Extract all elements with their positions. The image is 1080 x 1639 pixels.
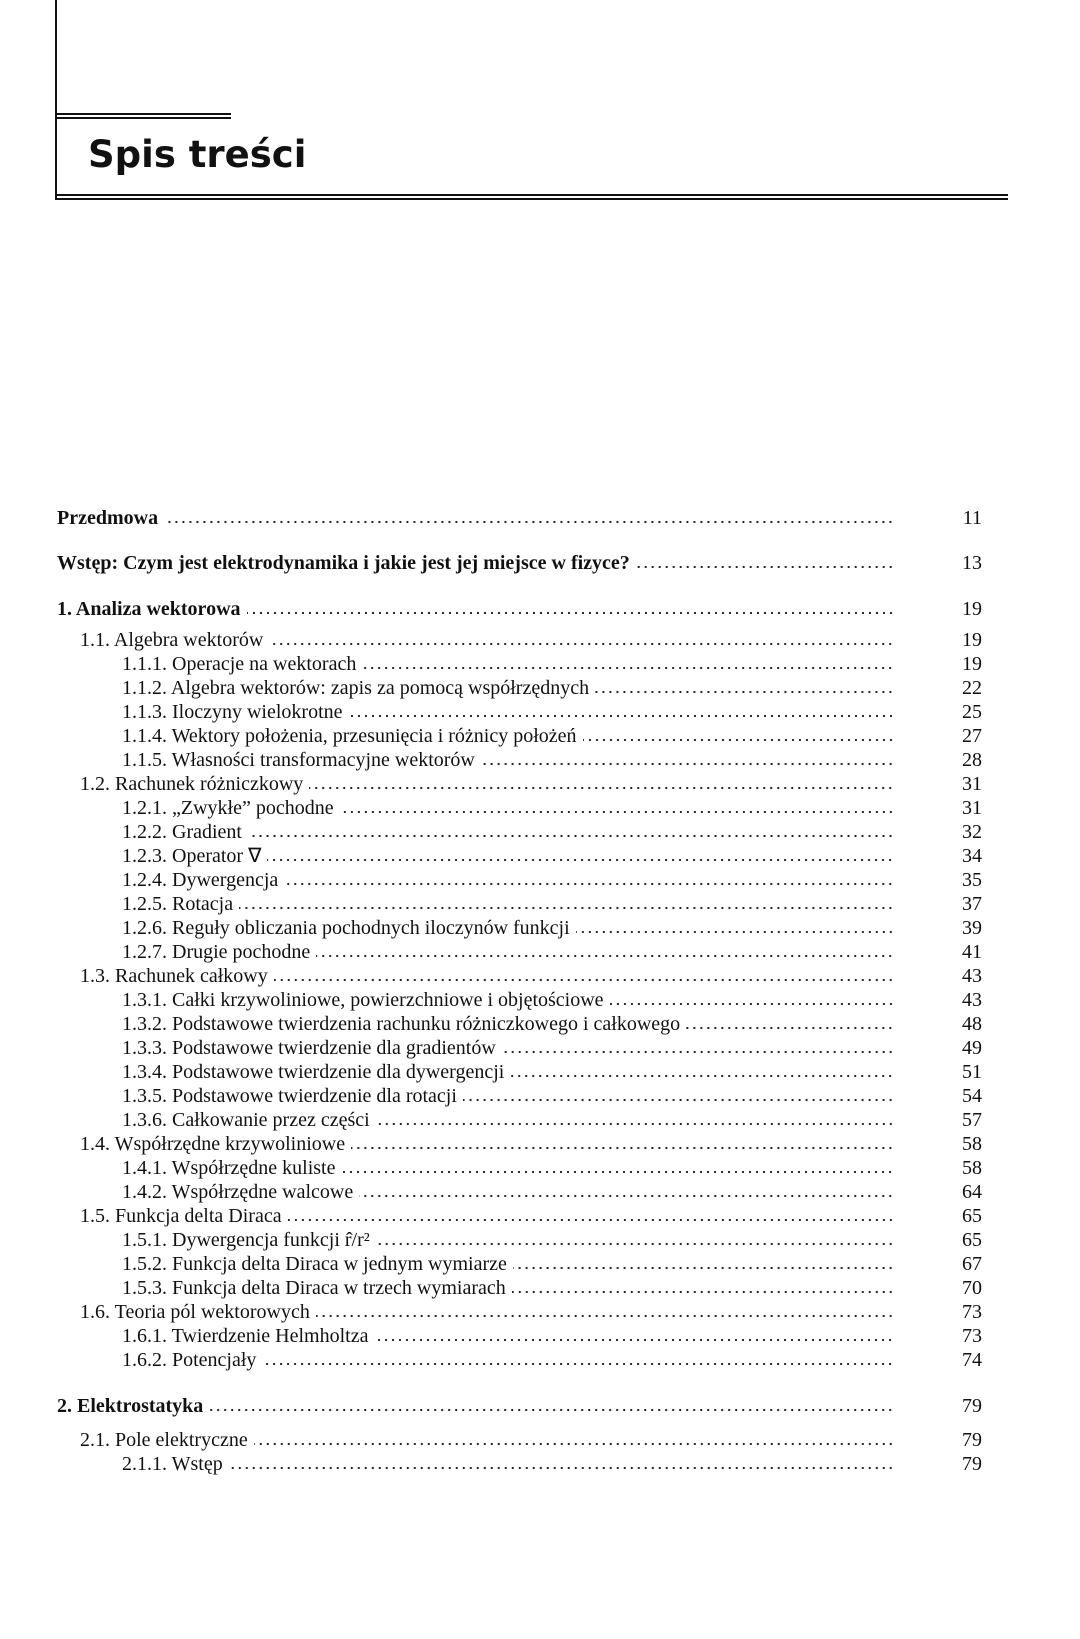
- toc-entry-title: 1.4.1. Współrzędne kuliste: [122, 1157, 336, 1179]
- toc-entry-title: 1.2.4. Dywergencja: [122, 869, 279, 891]
- toc-leader-dots: [481, 761, 894, 767]
- toc-leader-dots: [254, 1441, 894, 1447]
- toc-entry[interactable]: [0, 748, 1080, 772]
- toc-entry-page-number: 37: [962, 893, 982, 915]
- toc-entry-page-number: 79: [962, 1395, 982, 1417]
- toc-entry[interactable]: [0, 551, 1080, 575]
- toc-leader-dots: [341, 1169, 894, 1175]
- toc-entry-page-number: 32: [962, 821, 982, 843]
- toc-entry-title: 1.1.4. Wektory położenia, przesunięcia i różnicy położeń: [122, 725, 577, 747]
- toc-entry[interactable]: [0, 868, 1080, 892]
- toc-entry-page-number: 65: [962, 1205, 982, 1227]
- toc-leader-dots: [262, 1361, 894, 1367]
- toc-leader-dots: [269, 641, 894, 647]
- toc-entry-title: 2. Elektrostatyka: [57, 1395, 204, 1417]
- toc-entry-page-number: 58: [962, 1157, 982, 1179]
- toc-entry-title: 1.1.3. Iloczyny wielokrotne: [122, 701, 343, 723]
- toc-entry[interactable]: [0, 652, 1080, 676]
- toc-entry-title: 1.3. Rachunek całkowy: [80, 965, 268, 987]
- toc-entry-title: 1.3.3. Podstawowe twierdzenie dla gradientów: [122, 1037, 496, 1059]
- toc-entry-page-number: 74: [962, 1349, 982, 1371]
- toc-entry-title: 1.3.1. Całki krzywoliniowe, powierzchniowe i objętościowe: [122, 989, 604, 1011]
- toc-entry-page-number: 58: [962, 1133, 982, 1155]
- toc-entry-page-number: 19: [962, 598, 982, 620]
- toc-entry-page-number: 54: [962, 1085, 982, 1107]
- toc-leader-dots: [376, 1241, 894, 1247]
- toc-leader-dots: [239, 905, 894, 911]
- toc-entry[interactable]: [0, 796, 1080, 820]
- toc-entry-page-number: 31: [962, 773, 982, 795]
- toc-entry-title: 1.5.1. Dywergencja funkcji r̂/r²: [122, 1229, 370, 1251]
- toc-leader-dots: [610, 1001, 894, 1007]
- toc-entry[interactable]: [0, 1348, 1080, 1372]
- toc-entry-page-number: 51: [962, 1061, 982, 1083]
- toc-leader-dots: [316, 1313, 894, 1319]
- toc-leader-dots: [284, 881, 894, 887]
- toc-entry-title: 1.1. Algebra wektorów: [80, 629, 264, 651]
- toc-entry-page-number: 19: [962, 653, 982, 675]
- toc-entry[interactable]: [0, 916, 1080, 940]
- toc-leader-dots: [316, 953, 894, 959]
- toc-entry-title: Przedmowa: [57, 507, 159, 529]
- toc-entry-page-number: 35: [962, 869, 982, 891]
- toc-entry[interactable]: [0, 1108, 1080, 1132]
- toc-entry-title: 1.4.2. Współrzędne walcowe: [122, 1181, 354, 1203]
- toc-entry[interactable]: [0, 1276, 1080, 1300]
- toc-entry[interactable]: [0, 1394, 1080, 1418]
- toc-entry-title: Wstęp: Czym jest elektrodynamika i jakie jest jej miejsce w fizyce?: [57, 552, 630, 574]
- toc-entry-title: 2.1. Pole elektryczne: [80, 1429, 248, 1451]
- toc-entry[interactable]: [0, 1180, 1080, 1204]
- toc-entry[interactable]: [0, 1300, 1080, 1324]
- toc-leader-dots: [351, 1145, 894, 1151]
- toc-entry-title: 2.1.1. Wstęp: [122, 1453, 223, 1475]
- toc-leader-dots: [309, 785, 894, 791]
- toc-entry-title: 1.6.1. Twierdzenie Helmholtza: [122, 1325, 369, 1347]
- toc-entry-page-number: 43: [962, 989, 982, 1011]
- toc-entry-page-number: 79: [962, 1453, 982, 1475]
- toc-entry[interactable]: [0, 597, 1080, 621]
- toc-entry[interactable]: [0, 1452, 1080, 1476]
- toc-leader-dots: [513, 1265, 894, 1271]
- toc-entry-page-number: 31: [962, 797, 982, 819]
- toc-entry-page-number: 49: [962, 1037, 982, 1059]
- toc-leader-dots: [248, 833, 894, 839]
- toc-entry-title: 1.2.6. Reguły obliczania pochodnych iloczynów funkcji: [122, 917, 570, 939]
- toc-entry-title: 1.6.2. Potencjały: [122, 1349, 257, 1371]
- toc-leader-dots: [512, 1289, 894, 1295]
- toc-leader-dots: [636, 564, 894, 570]
- toc-entry-title: 1.5.3. Funkcja delta Diraca w trzech wymiarach: [122, 1277, 506, 1299]
- toc-entry-page-number: 64: [962, 1181, 982, 1203]
- toc-entry-title: 1.3.5. Podstawowe twierdzenie dla rotacji: [122, 1085, 457, 1107]
- toc-leader-dots: [463, 1097, 894, 1103]
- toc-entry-title: 1.2.1. „Zwykłe” pochodne: [122, 797, 334, 819]
- toc-leader-dots: [288, 1217, 894, 1223]
- toc-entry[interactable]: [0, 964, 1080, 988]
- toc-leader-dots: [510, 1073, 894, 1079]
- toc-entry-title: 1.2.2. Gradient: [122, 821, 242, 843]
- toc-entry-page-number: 41: [962, 941, 982, 963]
- toc-entry-title: 1.3.6. Całkowanie przez części: [122, 1109, 370, 1131]
- toc-leader-dots: [267, 857, 894, 863]
- toc-entry-page-number: 13: [962, 552, 982, 574]
- toc-entry-page-number: 22: [962, 677, 982, 699]
- toc-entry[interactable]: [0, 628, 1080, 652]
- toc-entry-page-number: 79: [962, 1429, 982, 1451]
- toc-leader-dots: [576, 929, 894, 935]
- toc-leader-dots: [164, 519, 894, 525]
- toc-entry[interactable]: [0, 988, 1080, 1012]
- toc-entry[interactable]: [0, 506, 1080, 530]
- toc-entry-title: 1. Analiza wektorowa: [57, 598, 241, 620]
- toc-entry-title: 1.2.7. Drugie pochodne: [122, 941, 311, 963]
- toc-entry-page-number: 67: [962, 1253, 982, 1275]
- toc-entry[interactable]: [0, 700, 1080, 724]
- toc-leader-dots: [362, 665, 894, 671]
- toc-entry[interactable]: [0, 940, 1080, 964]
- toc-entry-page-number: 11: [962, 507, 982, 529]
- toc-leader-dots: [376, 1121, 894, 1127]
- toc-leader-dots: [229, 1465, 894, 1471]
- toc-entry-title: 1.4. Współrzędne krzywoliniowe: [80, 1133, 346, 1155]
- toc-leader-dots: [349, 713, 895, 719]
- toc-entry-page-number: 65: [962, 1229, 982, 1251]
- toc-entry-title: 1.6. Teoria pól wektorowych: [80, 1301, 310, 1323]
- toc-entry-title: 1.1.2. Algebra wektorów: zapis za pomocą współrzędnych: [122, 677, 590, 699]
- toc-entry[interactable]: [0, 1252, 1080, 1276]
- toc-entry[interactable]: [0, 1428, 1080, 1452]
- toc-entry-title: 1.5.2. Funkcja delta Diraca w jednym wymiarze: [122, 1253, 507, 1275]
- toc-entry[interactable]: [0, 724, 1080, 748]
- toc-leader-dots: [502, 1049, 894, 1055]
- toc-entry-page-number: 48: [962, 1013, 982, 1035]
- toc-entry-page-number: 43: [962, 965, 982, 987]
- toc-leader-dots: [274, 977, 894, 983]
- toc-entry-title: 1.1.5. Własności transformacyjne wektorów: [122, 749, 475, 771]
- toc-entry[interactable]: [0, 844, 1080, 868]
- toc-entry[interactable]: [0, 1324, 1080, 1348]
- toc-leader-dots: [359, 1193, 894, 1199]
- toc-entry-page-number: 70: [962, 1277, 982, 1299]
- toc-entry-title: 1.2. Rachunek różniczkowy: [80, 773, 304, 795]
- toc-leader-dots: [209, 1407, 894, 1413]
- toc-entry[interactable]: [0, 1228, 1080, 1252]
- toc-leader-dots: [595, 689, 894, 695]
- toc-entry-title: 1.3.2. Podstawowe twierdzenia rachunku różniczkowego i całkowego: [122, 1013, 681, 1035]
- toc-entry[interactable]: [0, 1132, 1080, 1156]
- toc-entry-page-number: 57: [962, 1109, 982, 1131]
- toc-entry-page-number: 19: [962, 629, 982, 651]
- toc-entry[interactable]: [0, 772, 1080, 796]
- toc-entry-title: 1.1.1. Operacje na wektorach: [122, 653, 357, 675]
- toc-leader-dots: [583, 737, 894, 743]
- toc-entry[interactable]: [0, 892, 1080, 916]
- toc-entry-title: 1.2.5. Rotacja: [122, 893, 234, 915]
- toc-entry-title: 1.3.4. Podstawowe twierdzenie dla dywergencji: [122, 1061, 505, 1083]
- toc-entry[interactable]: [0, 1012, 1080, 1036]
- toc-entry-page-number: 25: [962, 701, 982, 723]
- toc-entry-page-number: 73: [962, 1301, 982, 1323]
- toc-entry[interactable]: [0, 1084, 1080, 1108]
- toc-entry[interactable]: [0, 1204, 1080, 1228]
- toc-entry-page-number: 39: [962, 917, 982, 939]
- toc-leader-dots: [686, 1025, 894, 1031]
- toc-leader-dots: [340, 809, 894, 815]
- toc-entry-page-number: 34: [962, 845, 982, 867]
- toc-leader-dots: [374, 1337, 894, 1343]
- toc-entry[interactable]: [0, 1156, 1080, 1180]
- toc-entry[interactable]: [0, 1060, 1080, 1084]
- toc-leader-dots: [247, 610, 894, 616]
- toc-entry-page-number: 27: [962, 725, 982, 747]
- toc-entry-title: 1.5. Funkcja delta Diraca: [80, 1205, 282, 1227]
- toc-entry-page-number: 28: [962, 749, 982, 771]
- toc-entry[interactable]: [0, 676, 1080, 700]
- toc-entry[interactable]: [0, 820, 1080, 844]
- page-title: Spis treści: [88, 133, 307, 176]
- toc-entry-title: 1.2.3. Operator ∇: [122, 845, 262, 867]
- toc-entry-page-number: 73: [962, 1325, 982, 1347]
- toc-entry[interactable]: [0, 1036, 1080, 1060]
